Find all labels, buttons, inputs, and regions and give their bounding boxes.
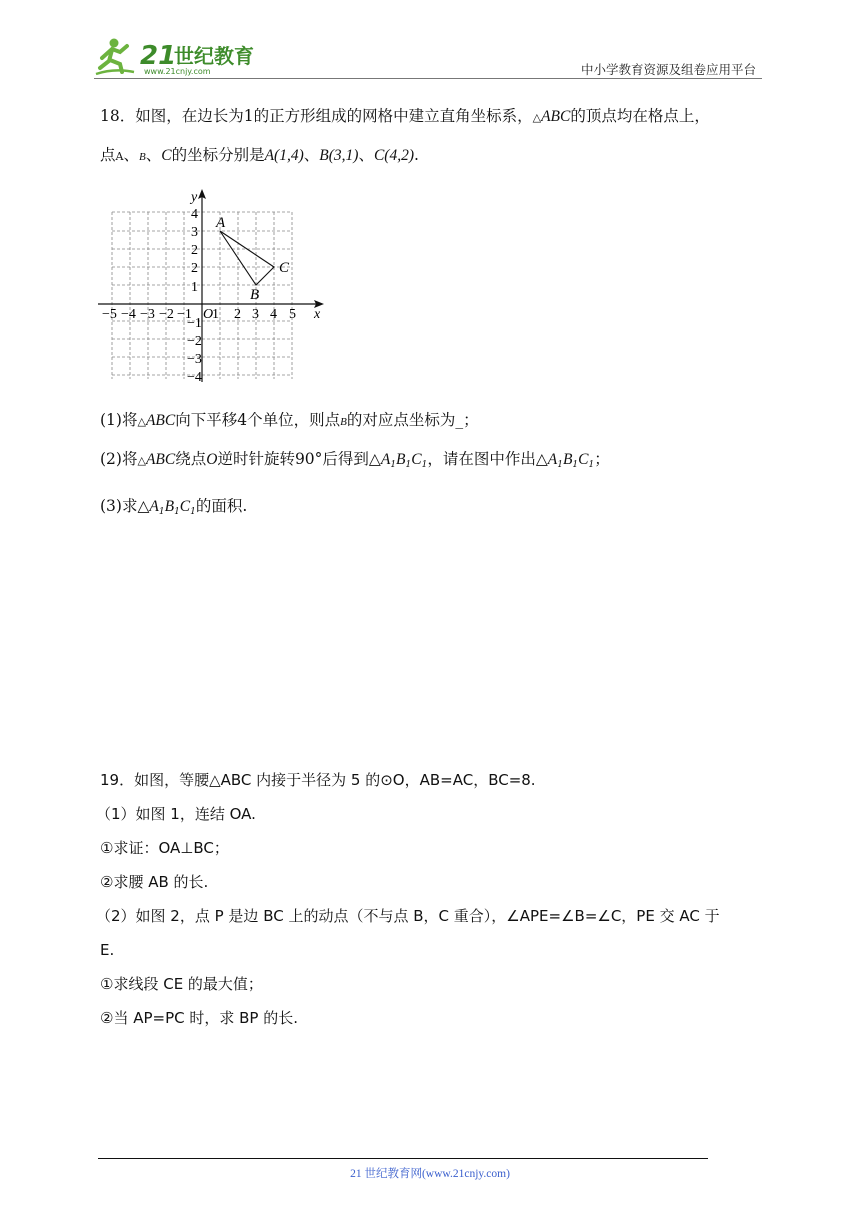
svg-text:世纪教育: 世纪教育 — [174, 44, 254, 68]
runner-icon — [96, 39, 134, 75]
y-axis-label: y — [191, 190, 198, 205]
svg-text:−2: −2 — [159, 307, 174, 322]
q19-line6: E. — [100, 941, 115, 959]
svg-text:−4: −4 — [121, 307, 136, 322]
q19-line2: （1）如图 1，连结 OA. — [96, 805, 256, 823]
footer-link[interactable]: 21 世纪教育网(www.21cnjy.com) — [350, 1168, 510, 1180]
header-divider — [94, 78, 762, 79]
q19-line1: 19．如图，等腰△ABC 内接于半径为 5 的⊙O，AB=AC，BC=8. — [100, 771, 536, 789]
point-c-label: C — [279, 260, 290, 276]
svg-text:5: 5 — [289, 307, 296, 322]
q19-line5: （2）如图 2，点 P 是边 BC 上的动点（不与点 B，C 重合），∠APE=∠B=∠C，PE 交 AC 于 — [96, 907, 720, 925]
triangle-abc — [220, 231, 274, 285]
svg-text:−2: −2 — [187, 334, 202, 349]
q18-line1: 18．如图，在边长为1的正方形组成的网格中建立直角坐标系，△ABC的顶点均在格点上， — [100, 107, 710, 125]
site-logo — [94, 36, 264, 78]
svg-text:−5: −5 — [102, 307, 117, 322]
svg-text:4: 4 — [270, 307, 277, 322]
y-tick-labels — [187, 207, 202, 385]
svg-text:2: 2 — [191, 261, 198, 276]
coordinate-grid-figure — [96, 187, 336, 387]
svg-text:4: 4 — [191, 207, 198, 222]
svg-text:−3: −3 — [140, 307, 155, 322]
svg-text:www.21cnjy.com: www.21cnjy.com — [144, 67, 211, 76]
svg-text:1: 1 — [191, 280, 198, 295]
x-axis-label: x — [314, 307, 321, 322]
point-a-label: A — [216, 215, 226, 231]
footer-divider — [98, 1158, 708, 1159]
origin-label: O — [203, 307, 214, 322]
svg-text:2: 2 — [191, 243, 198, 258]
q19-line8: ②当 AP=PC 时，求 BP 的长. — [100, 1009, 299, 1027]
q18-line2: 点A、B、C的坐标分别是A(1,4)、B(3,1)、C(4,2). — [100, 146, 419, 164]
svg-text:2: 2 — [234, 307, 241, 322]
svg-text:−3: −3 — [187, 352, 202, 367]
q18-part3: (3)求$\triangle A_1B_1C_1$的面积. — [100, 497, 248, 517]
q19-line3: ①求证：OA⊥BC； — [100, 839, 229, 857]
svg-text:−4: −4 — [187, 370, 202, 385]
svg-text:3: 3 — [191, 225, 198, 240]
header-platform-text: 中小学教育资源及组卷应用平台 — [580, 62, 756, 77]
axes — [98, 195, 318, 382]
svg-text:3: 3 — [252, 307, 259, 322]
q18-part1: (1)将△ABC向下平移4个单位，则点B的对应点坐标为_； — [100, 411, 479, 429]
svg-text:−1: −1 — [187, 316, 202, 331]
q18-part2: (2)将△ABC绕点O逆时针旋转90°后得到$\triangle A_1B_1C_1$，请在图中作出$\triangle A_1B_1C_1$； — [100, 450, 610, 470]
point-b-label: B — [250, 287, 260, 303]
svg-text:21: 21 — [140, 41, 177, 71]
q19-line7: ①求线段 CE 的最大值； — [100, 975, 263, 993]
q19-line4: ②求腰 AB 的长. — [100, 873, 209, 891]
svg-text:1: 1 — [212, 307, 219, 322]
svg-text:−1: −1 — [177, 307, 192, 322]
